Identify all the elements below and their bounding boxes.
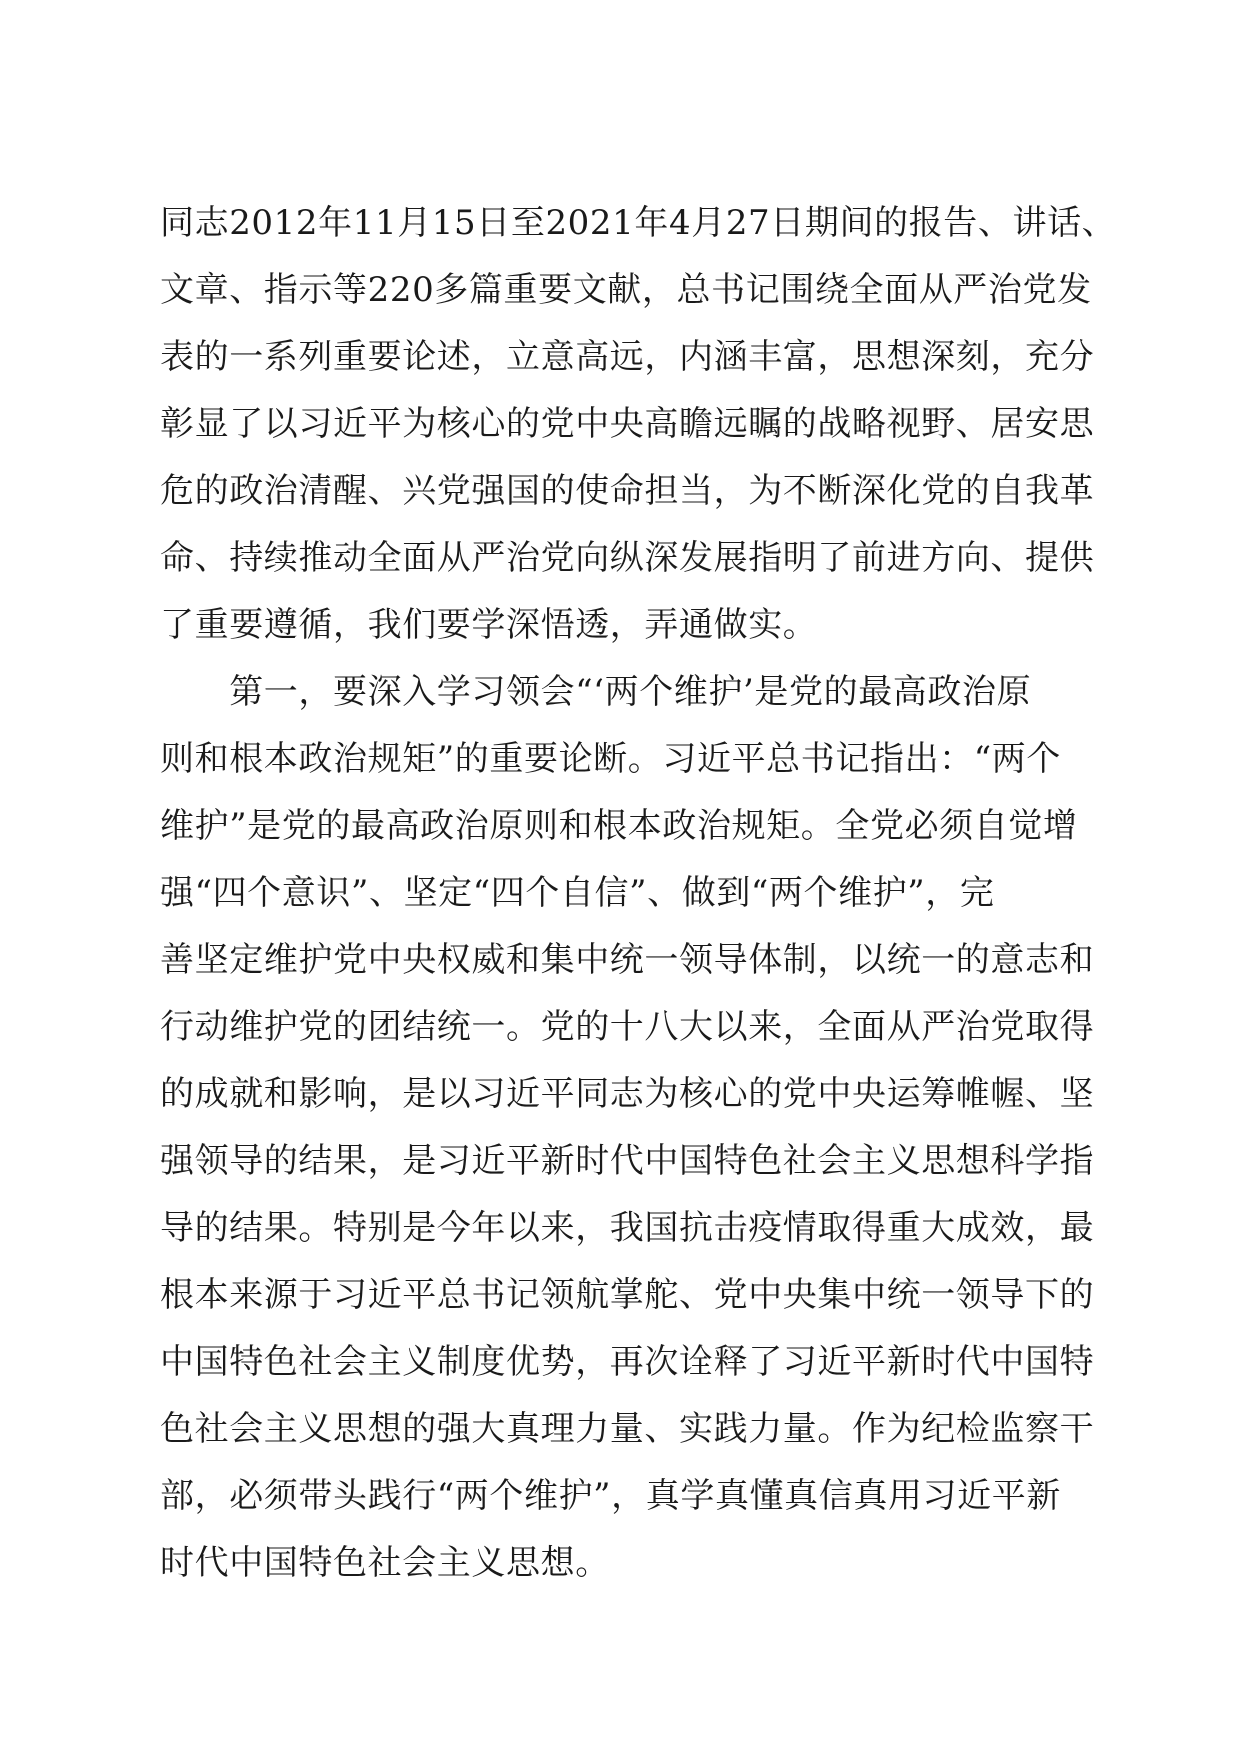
text-line: 时代中国特色社会主义思想。 [160,1543,610,1583]
text-line: 行动维护党的团结统一。党的十八大以来，全面从严治党取得 [160,1007,1095,1047]
text-line: 部，必须带头践行“两个维护”，真学真懂真信真用习近平新 [160,1476,1061,1516]
text-line: 导的结果。特别是今年以来，我国抗击疫情取得重大成效，最 [160,1208,1095,1248]
text-line: 善坚定维护党中央权威和集中统一领导体制，以统一的意志和 [160,940,1095,980]
text-line: 的成就和影响，是以习近平同志为核心的党中央运筹帷幄、坚 [160,1074,1095,1114]
text-line: 彰显了以习近平为核心的党中央高瞻远瞩的战略视野、居安思 [160,404,1095,444]
text-line: 命、持续推动全面从严治党向纵深发展指明了前进方向、提供 [160,538,1095,578]
text-line: 第一，要深入学习领会“‘两个维护’是党的最高政治原 [160,672,1032,712]
text-line: 危的政治清醒、兴党强国的使命担当，为不断深化党的自我革 [160,471,1095,511]
text-line: 根本来源于习近平总书记领航掌舵、党中央集中统一领导下的 [160,1275,1095,1315]
text-line: 中国特色社会主义制度优势，再次诠释了习近平新时代中国特 [160,1342,1095,1382]
text-line: 强领导的结果，是习近平新时代中国特色社会主义思想科学指 [160,1141,1095,1181]
text-line: 色社会主义思想的强大真理力量、实践力量。作为纪检监察干 [160,1409,1095,1449]
text-line: 维护”是党的最高政治原则和根本政治规矩。全党必须自觉增 [160,806,1078,846]
text-line: 则和根本政治规矩”的重要论断。习近平总书记指出：“两个 [160,739,1061,779]
text-line: 了重要遵循，我们要学深悟透，弄通做实。 [160,605,818,645]
document-body [160,190,1117,1597]
text-line: 强“四个意识”、坚定“四个自信”、做到“两个维护”，完 [160,873,995,913]
text-line: 文章、指示等220多篇重要文献，总书记围绕全面从严治党发 [160,270,1092,310]
text-line: 表的一系列重要论述，立意高远，内涵丰富，思想深刻，充分 [160,337,1095,377]
text-line: 同志2012年11月15日至2021年4月27日期间的报告、讲话、 [160,203,1117,243]
